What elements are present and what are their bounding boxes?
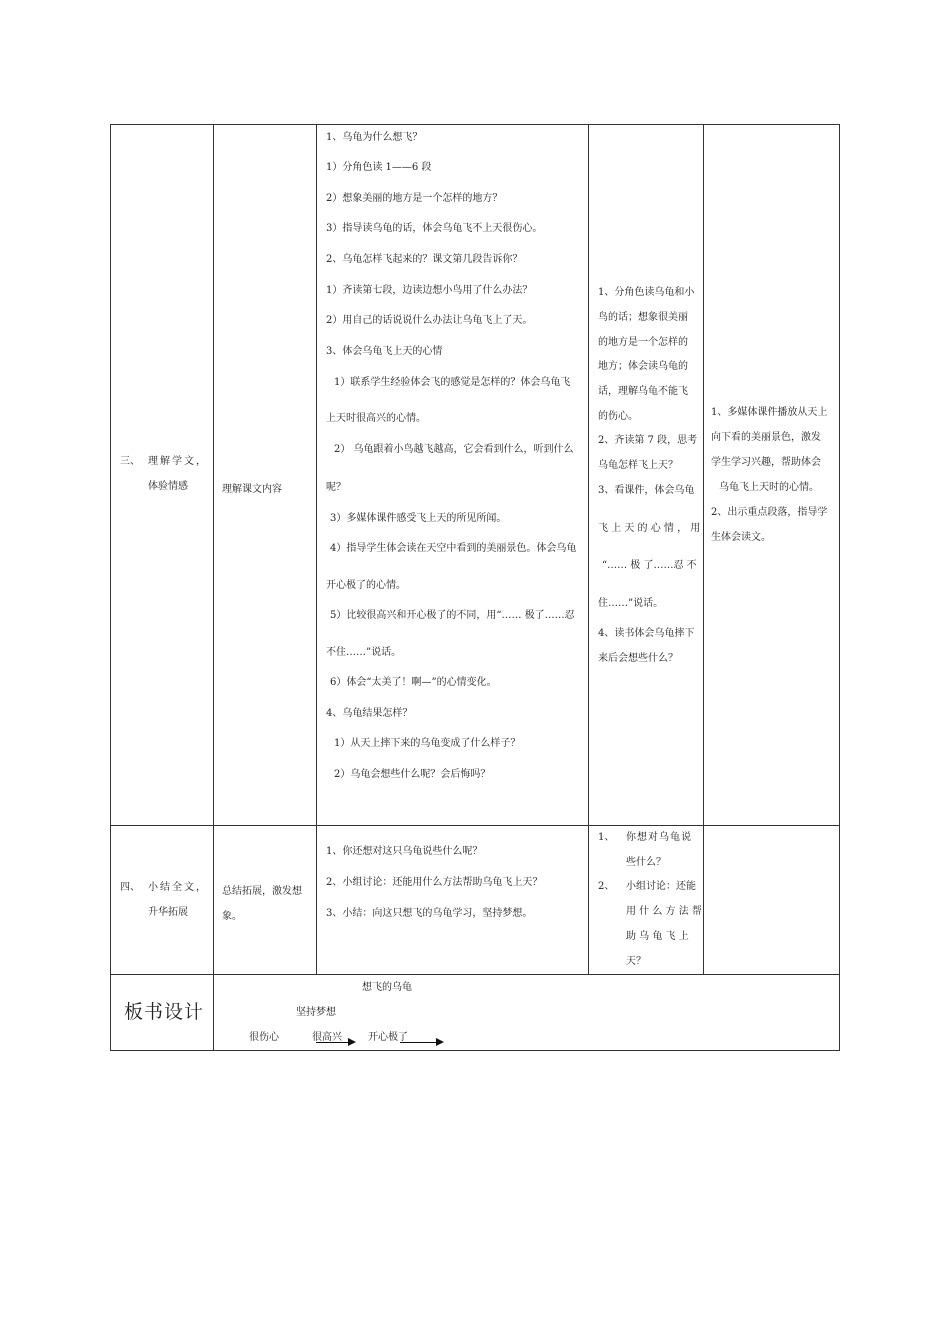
text-line: 生体会读文。 (711, 532, 771, 543)
text-line: “…… 极 了……忍 不 (602, 560, 697, 571)
text-line: 3、看课件，体会乌龟 (598, 485, 695, 496)
goal-text: 总结拓展，激发想 (222, 886, 302, 897)
stage-title: 理解学文， (148, 456, 208, 467)
board-mood: 开心极了 (368, 1032, 408, 1043)
text-line: 4、读书体会乌龟摔下 (598, 628, 695, 639)
goal-text: 象。 (222, 911, 242, 922)
text-line: 呢？ (326, 482, 346, 493)
table-left-border (110, 124, 111, 1050)
student-activity-cell (598, 0, 701, 825)
text-line: 1）分角色读 1——6 段 (326, 162, 432, 173)
text-line: 不住……”说话。 (326, 647, 402, 658)
text-line: 1、分角色读乌龟和小 (598, 287, 695, 298)
text-line: 2）想象美丽的地方是一个怎样的地方？ (326, 193, 503, 204)
text-line: 上天时很高兴的心情。 (326, 413, 426, 424)
teacher-activity-cell (326, 0, 584, 974)
stage-number: 三、 (120, 456, 140, 467)
row-divider (110, 974, 840, 975)
text-line: 来后会想些什么？ (598, 653, 678, 664)
text-line: 2、小组讨论：还能用什么方法帮助乌龟飞上天？ (326, 877, 543, 888)
text-line: 开心极了的心情。 (326, 580, 406, 591)
text-line: 向下看的美丽景色，激发 (711, 432, 821, 443)
text-line: 2、乌龟怎样飞起来的？课文第几段告诉你？ (326, 254, 523, 265)
board-mood: 很伤心 (249, 1032, 279, 1043)
column-divider (588, 124, 589, 974)
arrow-icon (316, 1042, 354, 1043)
stage-title: 体验情感 (148, 481, 188, 492)
text-line: 地方；体会读乌龟的 (598, 361, 688, 372)
list-item: 天？ (626, 956, 646, 967)
text-line: 飞 上 天 的 心 情 ， 用 (598, 523, 701, 534)
stage-number: 四、 (120, 882, 140, 893)
text-line: 2、出示重点段落，指导学 (711, 507, 828, 518)
board-motto: 坚持梦想 (296, 1007, 336, 1018)
text-line: 3、小结：向这只想飞的乌龟学习，坚持梦想。 (326, 908, 533, 919)
text-line: 的地方是一个怎样的 (598, 337, 688, 348)
stage-title: 小结全文， (148, 882, 208, 893)
text-line: 4）指导学生体会读在天空中看到的美丽景色。体会乌龟 (330, 543, 577, 554)
text-line: 2、齐读第 7 段，思考 (598, 435, 698, 446)
text-line: 5）比较很高兴和开心极了的不同，用“…… 极了……忍 (330, 610, 575, 621)
arrow-icon (400, 1042, 442, 1043)
text-line: 1）从天上摔下来的乌龟变成了什么样子？ (334, 738, 521, 749)
column-divider (703, 124, 704, 974)
text-line: 的伤心。 (598, 411, 638, 422)
text-line: 2） 乌龟跟着小鸟越飞越高，它会看到什么，听到什么 (334, 444, 574, 455)
list-number: 2、 (598, 881, 615, 892)
board-title: 想飞的乌龟 (362, 982, 412, 993)
table-right-border (839, 124, 840, 1050)
list-item: 些什么？ (626, 857, 666, 868)
column-divider (213, 124, 214, 1050)
text-line: 乌龟飞上天时的心情。 (719, 482, 819, 493)
text-line: 学生学习兴趣，帮助体会 (711, 457, 821, 468)
board-design-label: 板书设计 (124, 1001, 205, 1023)
text-line: 3、体会乌龟飞上天的心情 (326, 346, 443, 357)
text-line: 住……”说话。 (598, 598, 664, 609)
text-line: 1、乌龟为什么想飞？ (326, 132, 423, 143)
list-item: 小组讨论：还能 (626, 881, 696, 892)
table-bottom-border (110, 1050, 840, 1051)
text-line: 6）体会“太美了！啊—”的心情变化。 (330, 677, 497, 688)
text-line: 3）多媒体课件感受飞上天的所见所闻。 (330, 513, 507, 524)
text-line: 1）联系学生经验体会飞的感觉是怎样的？体会乌龟飞 (334, 377, 571, 388)
list-number: 1、 (598, 832, 615, 843)
text-line: 2）用自己的话说说什么办法让乌龟飞上了天。 (326, 315, 533, 326)
text-line: 2）乌龟会想些什么呢？会后悔吗？ (334, 769, 491, 780)
text-line: 话，理解乌龟不能飞 (598, 386, 688, 397)
text-line: 1、多媒体课件播放从天上 (711, 407, 828, 418)
text-line: 1）齐读第七段，边读边想小鸟用了什么办法？ (326, 285, 533, 296)
text-line: 鸟的话；想象很美丽 (598, 312, 688, 323)
list-item: 你想对乌龟说 (626, 832, 692, 843)
column-divider (316, 124, 317, 974)
list-item: 用 什 么 方 法 帮 (626, 906, 702, 917)
stage-title: 升华拓展 (148, 907, 188, 918)
list-item: 助 乌 龟 飞 上 (626, 931, 689, 942)
goal-text: 理解课文内容 (222, 484, 282, 495)
media-design-cell (711, 0, 837, 825)
text-line: 乌龟怎样飞上天？ (598, 460, 678, 471)
text-line: 3）指导读乌龟的话，体会乌龟飞不上天很伤心。 (326, 223, 543, 234)
text-line: 4、乌龟结果怎样？ (326, 708, 413, 719)
text-line: 1、你还想对这只乌龟说些什么呢？ (326, 846, 483, 857)
board-mood: 很高兴 (312, 1032, 342, 1043)
